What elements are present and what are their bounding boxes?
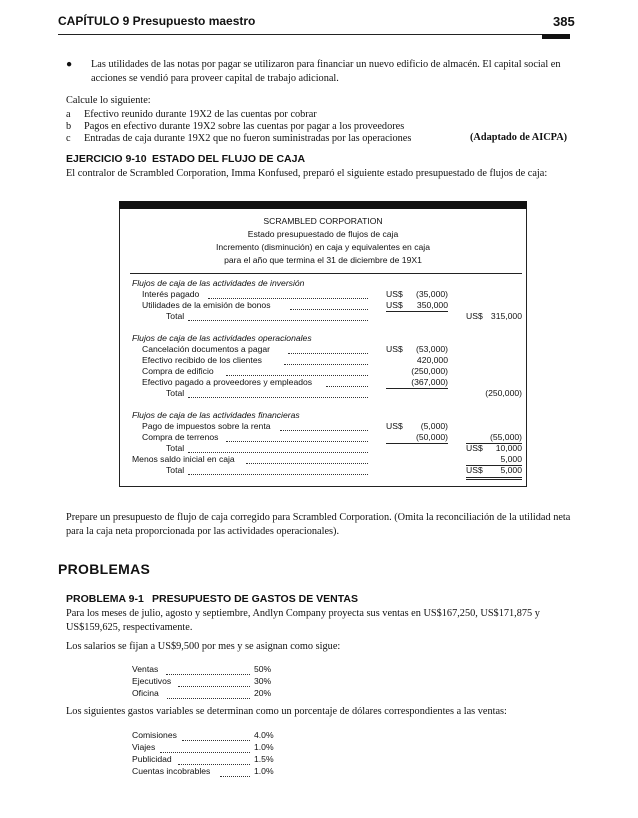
problem-heading [66, 593, 358, 605]
variable-label: Cuentas incobrables [132, 766, 211, 776]
salary-value: 50% [254, 664, 272, 674]
leader-dots [246, 462, 368, 464]
amount: (55,000) [489, 432, 522, 442]
bullet-paragraph [66, 58, 574, 86]
row-label: Efectivo recibido de los clientes [142, 355, 262, 365]
currency-label: US$ [466, 311, 483, 321]
leader-dots [178, 685, 250, 687]
leader-dots [166, 673, 250, 675]
financing-section-title: Flujos de caja de las actividades financieras [132, 410, 300, 420]
table-row [132, 687, 159, 699]
subtotal-rule [386, 388, 448, 389]
salary-label: Ejecutivos [132, 676, 172, 686]
row-label: Menos saldo inicial en caja [132, 454, 235, 464]
page-number: 385 [553, 14, 575, 29]
calc-item [66, 132, 411, 146]
header-rule [58, 34, 570, 35]
variable-value: 4.0% [254, 730, 274, 740]
investing-section-title: Flujos de caja de las actividades de inversión [132, 278, 305, 288]
variable-label: Viajes [132, 742, 156, 752]
row-label: Compra de edificio [142, 366, 214, 376]
variable-label: Comisiones [132, 730, 177, 740]
variable-value: 1.5% [254, 754, 274, 764]
amount: 10,000 [495, 443, 522, 453]
leader-dots [188, 319, 368, 321]
subtotal-rule [386, 443, 448, 444]
calc-letter: a [66, 109, 71, 120]
row-label: Total [166, 465, 185, 475]
leader-dots [188, 473, 368, 475]
problems-title: PROBLEMAS [58, 561, 151, 577]
variable-value: 1.0% [254, 766, 274, 776]
amount: (250,000) [411, 366, 448, 376]
amount: 350,000 [416, 300, 448, 310]
currency-label: US$ [466, 443, 483, 453]
leader-dots [188, 396, 368, 398]
exercise-intro: El contralor de Scrambled Corporation, Imma Konfused, preparó el siguiente estado presupuestado de flujos de caja: [66, 168, 548, 179]
currency-label: US$ [386, 300, 403, 310]
problem-paragraph: Los siguientes gastos variables se determinan como un porcentaje de dólares correspondientes a las ventas: [66, 706, 507, 717]
problem-paragraph: Para los meses de julio, agosto y septiembre, Andlyn Company proyecta sus ventas en US$167,250, US$171,875 y US$159,625, respectivamente. [66, 608, 540, 633]
leader-dots [226, 374, 368, 376]
amount: 315,000 [490, 311, 522, 321]
prepare-paragraph: Prepare un presupuesto de flujo de caja corregido para Scrambled Corporation. (Omita la reconciliación de la utilidad neta para la caja neta proporcionada por las actividades operacionales). [66, 512, 571, 537]
row-label: Efectivo pagado a proveedores y empleados [142, 377, 313, 387]
variable-value: 1.0% [254, 742, 274, 752]
salary-value: 30% [254, 676, 272, 686]
calc-text: Entradas de caja durante 19X2 que no fueron suministradas por las operaciones [84, 133, 412, 144]
subtotal-rule [386, 311, 448, 312]
amount: (5,000) [420, 421, 448, 431]
calc-intro: Calcule lo siguiente: [66, 95, 151, 106]
row-label: Interés pagado [142, 289, 200, 299]
chapter-title: CAPÍTULO 9 Presupuesto maestro [58, 14, 256, 28]
bullet-text: Las utilidades de las notas por pagar se utilizaron para financiar un nuevo edificio de almacén. El capital social en acciones se vendió para proveer capital de trabajo adicional. [91, 59, 561, 84]
operating-section-title: Flujos de caja de las actividades operacionales [132, 333, 312, 343]
row-label: Pago de impuestos sobre la renta [142, 421, 271, 431]
leader-dots [160, 751, 250, 753]
row-label: Cancelación documentos a pagar [142, 344, 271, 354]
amount: 5,000 [500, 454, 522, 464]
exercise-heading [66, 153, 305, 165]
row-label: Utilidades de la emisión de bonos [142, 300, 271, 310]
currency-label: US$ [386, 421, 403, 431]
exercise-number: EJERCICIO 9-10 [66, 153, 147, 165]
calc-text: Efectivo reunido durante 19X2 de las cuentas por cobrar [84, 109, 317, 120]
leader-dots [284, 363, 368, 365]
leader-dots [208, 297, 368, 299]
leader-dots [280, 429, 368, 431]
statement-title: Estado presupuestado de flujos de caja [247, 229, 399, 239]
calc-letter: c [66, 133, 71, 144]
leader-dots [182, 739, 250, 741]
leader-dots [326, 385, 368, 387]
salary-value: 20% [254, 688, 272, 698]
problem-title: PRESUPUESTO DE GASTOS DE VENTAS [152, 593, 358, 605]
leader-dots [167, 697, 250, 699]
leader-dots [226, 440, 368, 442]
total-double-rule [466, 477, 522, 478]
row-label: Total [166, 311, 185, 321]
currency-label: US$ [386, 289, 403, 299]
statement-subtitle: Incremento (disminución) en caja y equivalentes en caja [215, 242, 430, 252]
statement-top-bar [119, 201, 527, 209]
calc-source: (Adaptado de AICPA) [470, 132, 568, 143]
calc-letter: b [66, 121, 72, 132]
row-label: Total [166, 443, 185, 453]
amount: 5,000 [500, 465, 522, 475]
header-marker [542, 34, 570, 39]
leader-dots [290, 308, 368, 310]
total-double-rule [466, 479, 522, 480]
leader-dots [288, 352, 368, 354]
row-label: Total [166, 388, 185, 398]
bullet-dot-icon: ● [66, 59, 73, 70]
salary-label: Ventas [132, 664, 159, 674]
amount: 420,000 [416, 355, 448, 365]
amount: (53,000) [415, 344, 448, 354]
leader-dots [188, 451, 368, 453]
calc-text: Pagos en efectivo durante 19X2 sobre las cuentas por pagar a los proveedores [84, 121, 405, 132]
table-row [132, 675, 171, 687]
statement-period: para el año que termina el 31 de diciembre de 19X1 [224, 255, 422, 265]
amount: (367,000) [411, 377, 448, 387]
currency-label: US$ [466, 465, 483, 475]
exercise-title: ESTADO DEL FLUJO DE CAJA [152, 153, 306, 165]
leader-dots [220, 775, 250, 777]
variable-label: Publicidad [132, 754, 172, 764]
amount: (35,000) [415, 289, 448, 299]
problem-paragraph: Los salarios se fijan a US$9,500 por mes y se asignan como sigue: [66, 641, 341, 652]
salary-label: Oficina [132, 688, 159, 698]
currency-label: US$ [386, 344, 403, 354]
statement-divider [130, 273, 522, 274]
table-row [132, 663, 158, 675]
problem-number: PROBLEMA 9-1 [66, 593, 144, 605]
row-label: Compra de terrenos [142, 432, 219, 442]
statement-company: SCRAMBLED CORPORATION [263, 216, 383, 226]
amount: (250,000) [485, 388, 522, 398]
amount: (50,000) [415, 432, 448, 442]
